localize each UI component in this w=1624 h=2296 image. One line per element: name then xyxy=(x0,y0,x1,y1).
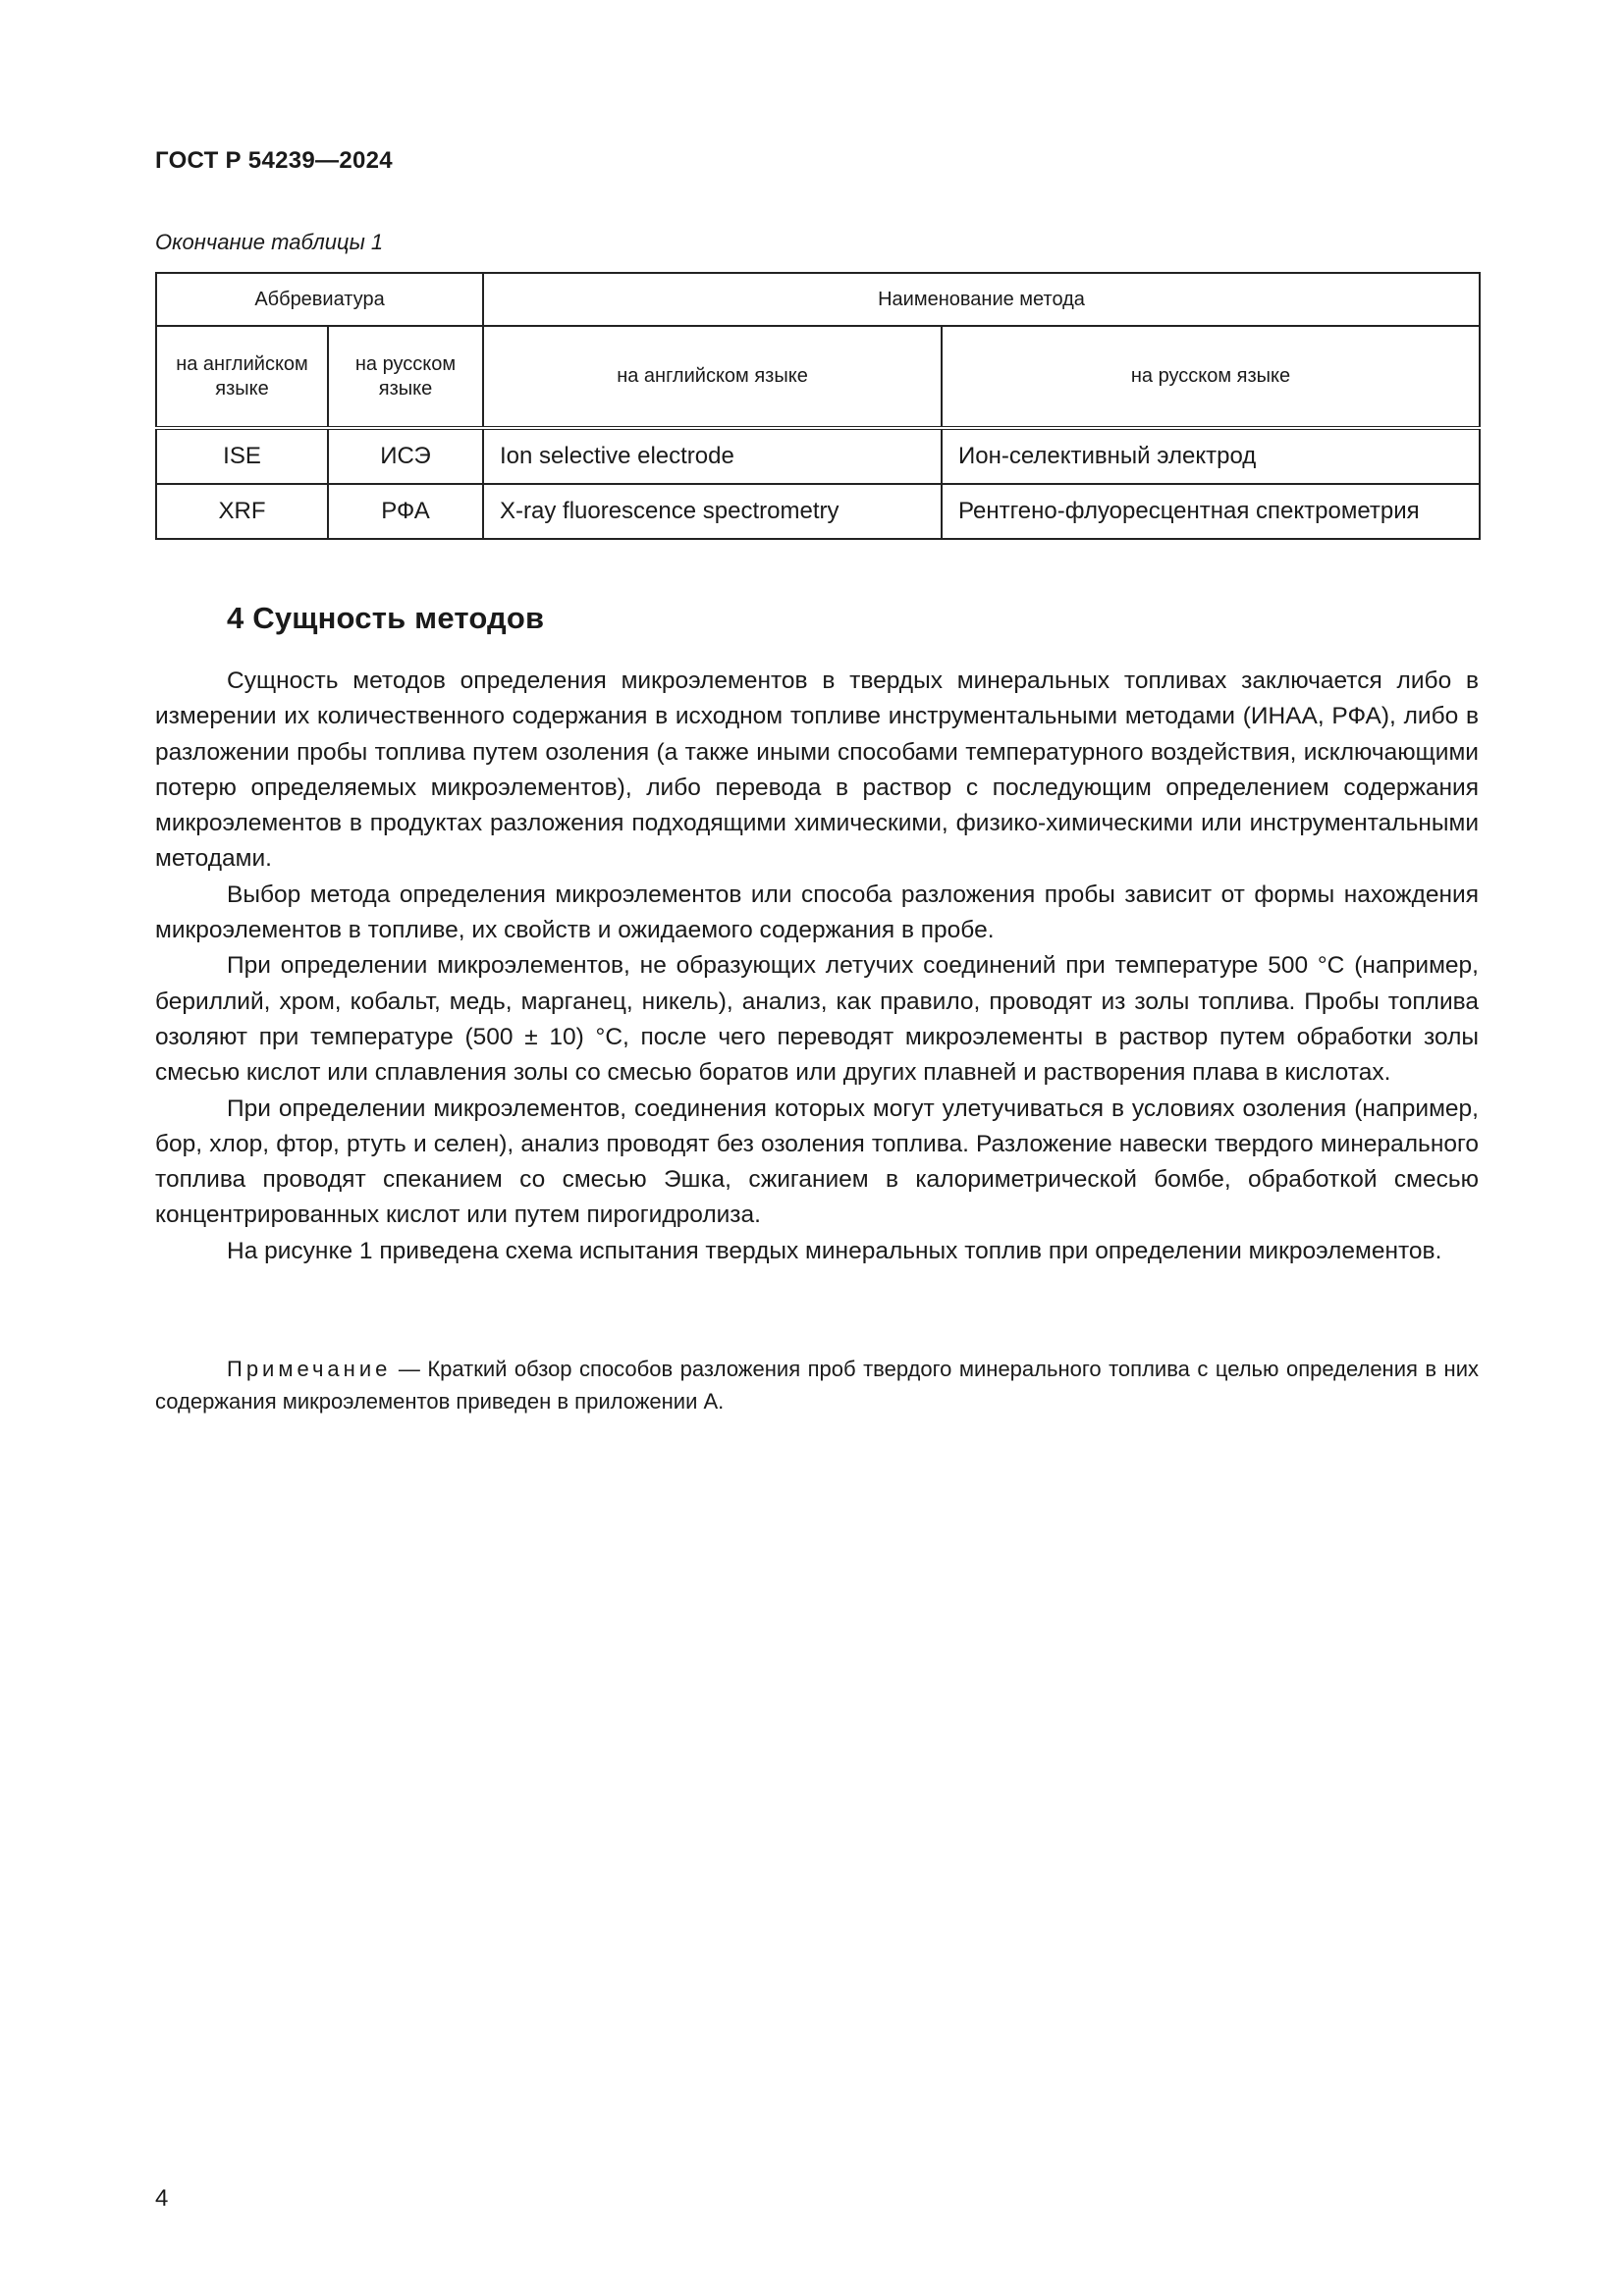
table-header-row xyxy=(156,273,1480,326)
abbr-en-cell: XRF xyxy=(156,484,328,539)
paragraph: При определении микроэлементов, не образующих летучих соединений при температуре 500 °С (например, бериллий, хром, кобальт, медь, марганец, никель), анализ, как правило, проводят из золы топлива. Пробы топлива озоляют при температуре (500 ± 10) °С, после чего переводят микроэлементы в раствор путем обработки золы смесью кислот или сплавления золы со смесью боратов или других плавней и растворения плава в кислотах. xyxy=(155,952,1479,1087)
subheader-name-english: на английском языке xyxy=(483,326,942,428)
note xyxy=(155,1353,1479,1417)
abbr-en-cell: ISE xyxy=(156,428,328,484)
header-abbreviation: Аббревиатура xyxy=(156,273,483,326)
table-row xyxy=(156,484,1480,539)
name-en-cell: Ion selective electrode xyxy=(483,428,942,484)
table-subheader-row xyxy=(156,326,1480,428)
abbr-ru-cell: ИСЭ xyxy=(328,428,483,484)
header-method-name: Наименование метода xyxy=(483,273,1480,326)
name-ru-cell: Рентгено-флуоресцентная спектрометрия xyxy=(942,484,1480,539)
name-ru-cell: Ион-селективный электрод xyxy=(942,428,1480,484)
note-text: — Краткий обзор способов разложения проб твердого минерального топлива с целью определения в них содержания микроэлементов приведен в приложении А. xyxy=(155,1357,1479,1414)
subheader-name-russian: на русском языке xyxy=(942,326,1480,428)
subheader-abbr-russian: на русском языке xyxy=(328,326,483,428)
note-label: Примечание xyxy=(227,1357,392,1381)
abbreviation-table xyxy=(155,272,1481,540)
paragraph: Сущность методов определения микроэлементов в твердых минеральных топливах заключается либо в измерении их количественного содержания в исходном топливе инструментальными методами (ИНАА, РФА), либо в разложении пробы топлива путем озоления (а также иными способами температурного воздействия, исключающими потерю определяемых микроэлементов), либо перевода в раствор с последующим определением содержания микроэлементов в продуктах разложения подходящими химическими, физико-химическими или инструментальными методами. xyxy=(155,667,1479,873)
subheader-abbr-english: на английском языке xyxy=(156,326,328,428)
name-en-cell: X-ray fluorescence spectrometry xyxy=(483,484,942,539)
table-row xyxy=(156,428,1480,484)
page-number: 4 xyxy=(155,2185,169,2212)
standard-code: ГОСТ Р 54239—2024 xyxy=(155,147,393,174)
table-caption: Окончание таблицы 1 xyxy=(155,230,384,254)
section-title: 4 Сущность методов xyxy=(227,601,545,635)
section-body xyxy=(155,664,1479,1269)
abbr-ru-cell: РФА xyxy=(328,484,483,539)
paragraph: Выбор метода определения микроэлементов или способа разложения пробы зависит от формы нахождения микроэлементов в топливе, их свойств и ожидаемого содержания в пробе. xyxy=(155,881,1479,944)
paragraph: При определении микроэлементов, соединения которых могут улетучиваться в условиях озоления (например, бор, хлор, фтор, ртуть и селен), анализ проводят без озоления топлива. Разложение навески твердого минерального топлива проводят спеканием со смесью Эшка, сжиганием в калориметрической бомбе, обработкой смесью концентрированных кислот или путем пирогидролиза. xyxy=(155,1095,1479,1229)
paragraph: На рисунке 1 приведена схема испытания твердых минеральных топлив при определении микроэлементов. xyxy=(227,1237,1442,1264)
